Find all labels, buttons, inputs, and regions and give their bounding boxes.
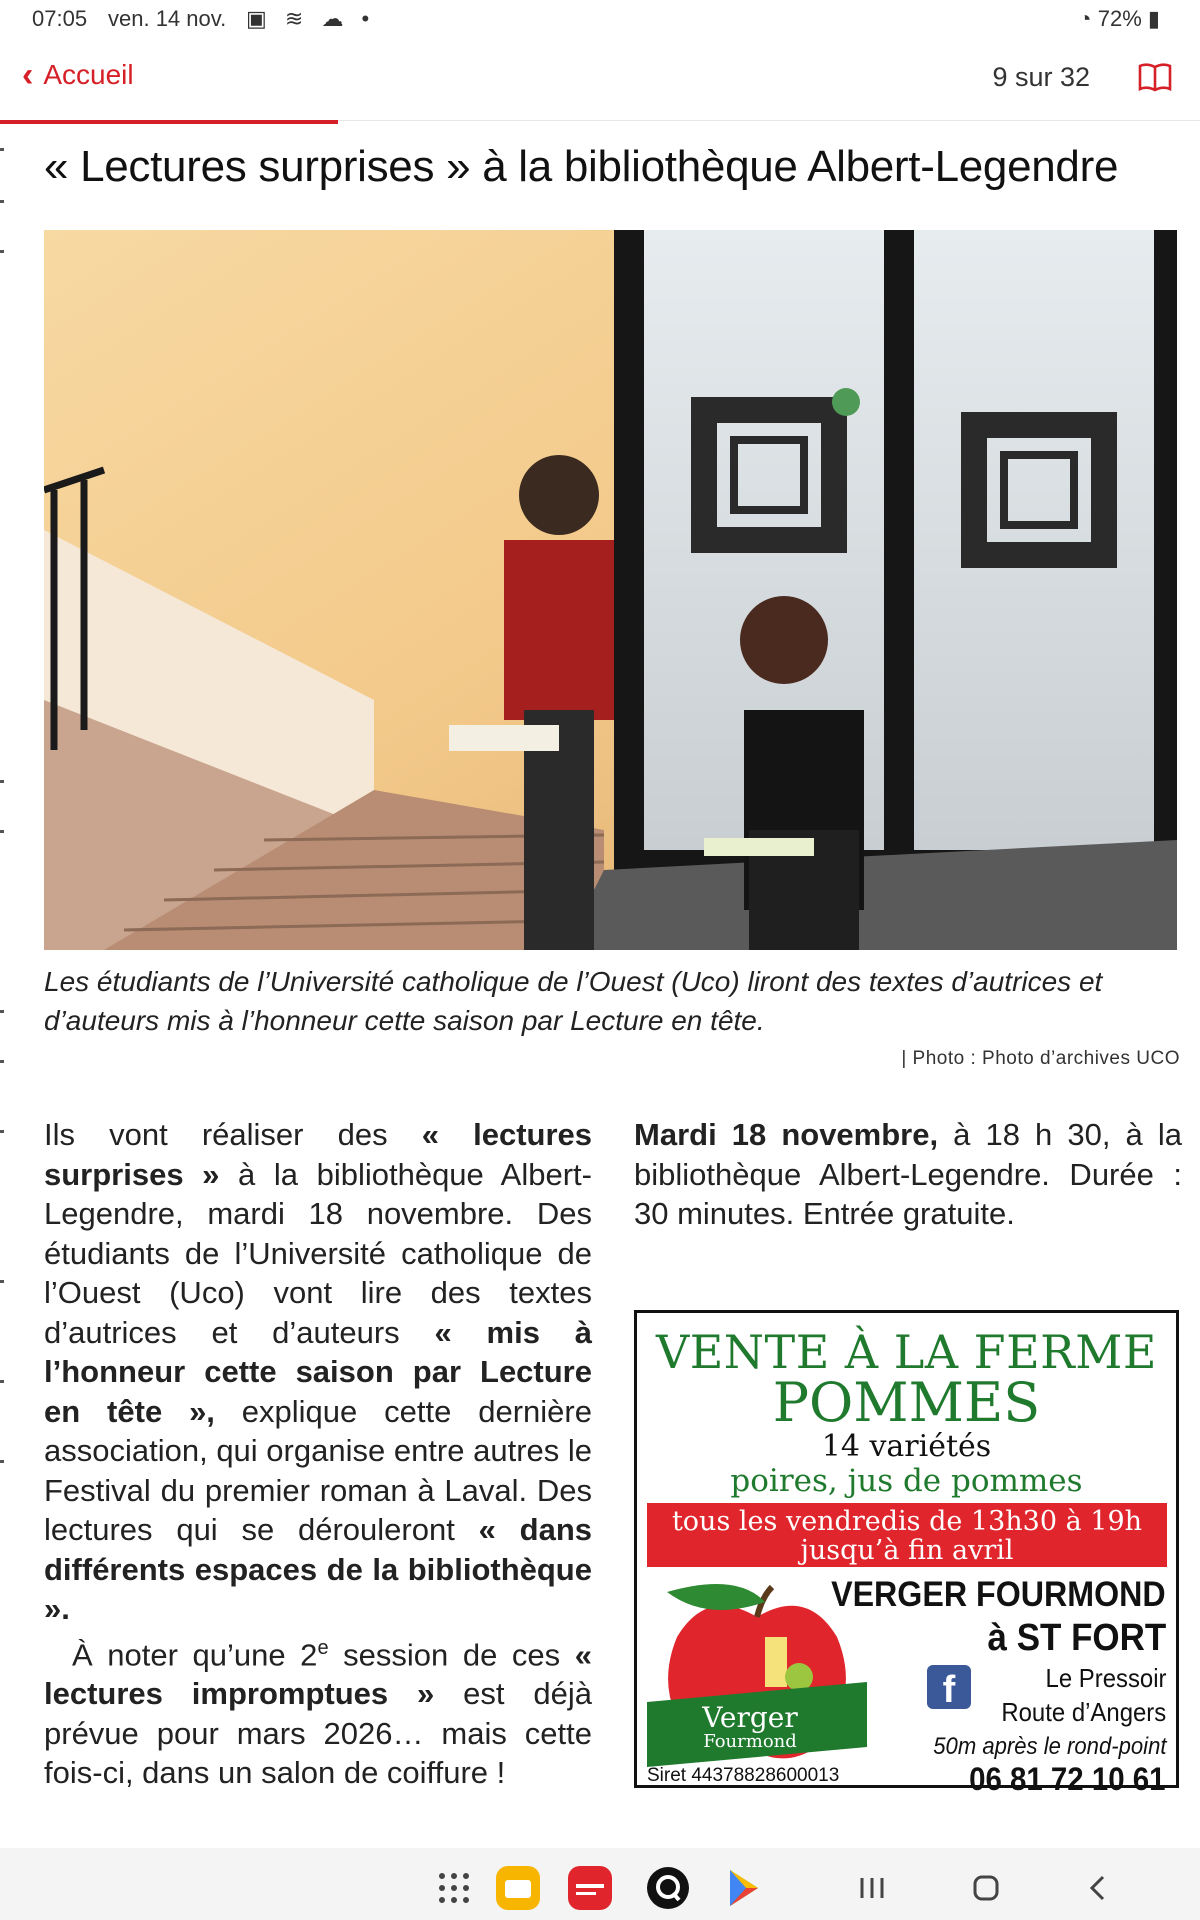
ad-town: à ST FORT: [987, 1617, 1166, 1659]
ad-address-line2: Route d’Angers: [1001, 1697, 1166, 1727]
app-header: [0, 40, 1200, 121]
ad-phone: 06 81 72 10 61: [969, 1761, 1166, 1797]
ad-headline: VENTE À LA FERME: [656, 1325, 1157, 1379]
previous-page-edge[interactable]: [0, 140, 8, 1740]
article-title: « Lectures surprises » à la bibliothèque Albert-Legendre: [44, 142, 1119, 191]
svg-text:Verger: Verger: [702, 1701, 798, 1734]
paragraph-1: Ils vont réaliser des « lectures surprises » à la bibliothèque Albert-Legendre, mardi 18 novembre. Des étudiants de l’Université catholique de l’Ouest (Uco) vont lire des textes d’autrices et d’auteurs « mis à l’honneur cette saison par Lecture en tête », explique cette dernière association, qui organise entre autres le Festival du premier roman à Laval. Des lectures qui se dérouleront « dans différents espaces de la bibliothèque ».: [44, 1117, 593, 1626]
home-icon[interactable]: [964, 1866, 1008, 1910]
ad-siret: Siret 44378828600013: [647, 1765, 840, 1786]
paragraph-2: À noter qu’une 2e session de ces « lectures impromptues » est déjà prévue pour mars 2026… mais cette fois-ci, dans un salon de coiffure !: [44, 1636, 592, 1791]
status-right: [1078, 6, 1160, 32]
wifi-icon: ◔: [1078, 6, 1092, 31]
status-bar: [0, 0, 1200, 40]
ad-address-line1: Le Pressoir: [1045, 1663, 1166, 1693]
photo-caption: Les étudiants de l’Université catholique de l’Ouest (Uco) liront des textes d’autrices et d’auteurs mis à l’honneur cette saison par Lecture en tête.: [44, 966, 1103, 1036]
q-app-icon[interactable]: [646, 1866, 690, 1910]
ad-other-products: poires, jus de pommes: [730, 1463, 1083, 1499]
chevron-left-icon: ‹: [22, 56, 34, 94]
article-photo[interactable]: [44, 230, 1177, 950]
apps-grid-icon[interactable]: [432, 1866, 476, 1910]
svg-text:Fourmond: Fourmond: [703, 1731, 797, 1752]
ad-varieties: 14 variétés: [821, 1429, 992, 1464]
back-button[interactable]: [22, 58, 134, 92]
play-store-icon[interactable]: [720, 1866, 764, 1910]
facebook-icon: f: [927, 1665, 971, 1709]
book-icon[interactable]: [1138, 62, 1172, 92]
recent-apps-icon[interactable]: [850, 1866, 894, 1910]
status-time: 07:05: [32, 6, 88, 31]
event-info: Mardi 18 novembre, à 18 h 30, à la bibliothèque Albert-Legendre. Durée : 30 minutes. Entrée gratuite.: [634, 1117, 1182, 1231]
le-journal-app-icon[interactable]: [568, 1866, 612, 1910]
battery-level: 72%: [1097, 6, 1142, 31]
advertisement[interactable]: [634, 1310, 1179, 1797]
back-label: Accueil: [43, 59, 134, 90]
ad-business-name: VERGER FOURMOND: [831, 1575, 1166, 1614]
battery-icon: ▮: [1147, 6, 1160, 31]
back-icon[interactable]: [1076, 1866, 1120, 1910]
system-nav-bar: [0, 1848, 1200, 1920]
ad-hours-banner: tous les vendredis de 13h30 à 19h jusqu’à fin avril: [647, 1503, 1167, 1567]
ad-address-line3: 50m après le rond-point: [932, 1733, 1166, 1760]
article-body: [44, 1115, 592, 1793]
status-date: ven. 14 nov.: [108, 6, 227, 31]
files-app-icon[interactable]: [496, 1866, 540, 1910]
page-counter: 9 sur 32: [992, 62, 1090, 92]
notification-icons: ▣ ≋ ☁ •: [246, 6, 376, 31]
reading-progress-bar: [0, 120, 338, 124]
photo-credit: | Photo : Photo d’archives UCO: [901, 1048, 1180, 1069]
ad-product: POMMES: [772, 1371, 1041, 1434]
